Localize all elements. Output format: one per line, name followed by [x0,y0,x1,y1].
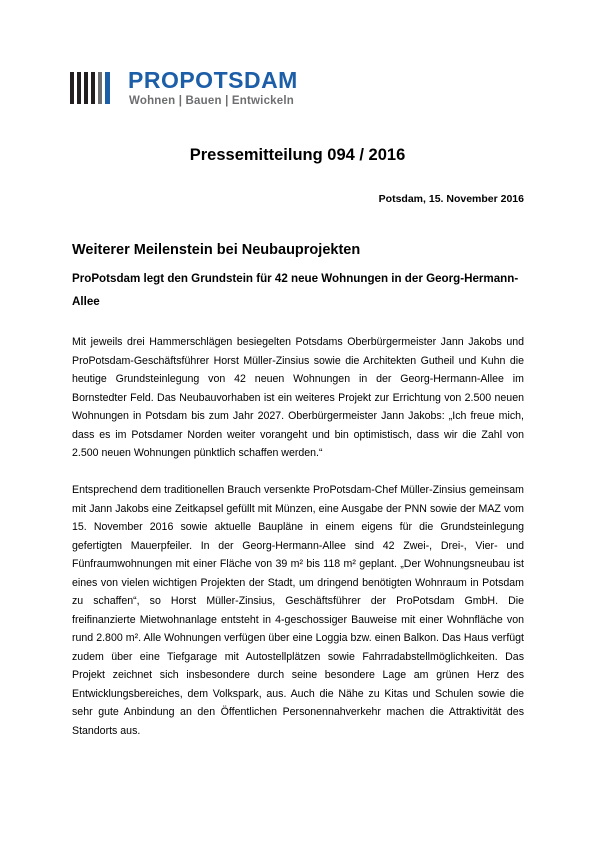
logo-bars-icon [70,68,118,108]
logo-tagline: Wohnen | Bauen | Entwickeln [129,95,294,107]
logo-name-potsdam: POTSDAM [179,67,298,93]
propotsdam-logo [70,67,298,112]
press-release-title: Pressemitteilung 094 / 2016 [189,146,406,164]
body-paragraph-1: Mit jeweils drei Hammerschlägen besiegelten Potsdams Oberbürgermeister Jann Jakobs und ProPotsdam-Geschäftsführer Horst Müller-Zinsius sowie die Architekten Gutheil und Kuhn die heutige Grundsteinlegung von 42 neuen Wohnungen in der Georg-Hermann-Allee im Bornstedter Feld. Das Neubauvorhaben ist ein weiteres Projekt zur Errichtung von 2.500 neuen Wohnungen in Potsdam bis zum Jahr 2027. Oberbürgermeister Jann Jakobs: „Ich freue mich, dass es im Potsdamer Norden weiter vorangeht und bin optimistisch, dass wir die Zahl von 2.500 neuen Wohnungen pünktlich schaffen werden.“ [72,336,524,459]
subheadline: ProPotsdam legt den Grundstein für 42 neue Wohnungen in der Georg-Hermann-Allee [72,272,519,308]
body-paragraph-2: Entsprechend dem traditionellen Brauch versenkte ProPotsdam-Chef Müller-Zinsius gemeinsam mit Jann Jakobs eine Zeitkapsel gefüllt mit Münzen, eine Ausgabe der PNN sowie der MAZ vom 15. November 2016 sowie aktuelle Baupläne in einem eigens für die Grundsteinlegung gefertigten Mauerpfeiler. In der Georg-Hermann-Allee sind 42 Zwei-, Drei-, Vier- und Fünfraumwohnungen mit einer Fläche von 39 m² bis 118 m² geplant. „Der Wohnungsneubau ist eines von vielen wichtigen Projekten der Stadt, um dringend benötigten Wohnraum in Potsdam zu schaffen“, so Horst Müller-Zinsius, Geschäftsführer der ProPotsdam GmbH. Die freifinanzierte Mietwohnanlage entsteht in 4-geschossiger Bauweise mit einer Wohnfläche von rund 2.800 m². Alle Wohnungen verfügen über eine Loggia bzw. einen Balkon. Das Haus verfügt zudem über eine Tiefgarage mit Autostellplätzen sowie Fahrradabstellmöglichkeiten. Das Projekt zeichnet sich insbesondere durch seine besondere Lage am grünen Herz des Entwicklungsbereiches, dem Volkspark, aus. Auch die Nähe zu Kitas und Schulen sowie die sehr gute Anbindung an den Öffentlichen Personennahverkehr machen die Attraktivität des Standorts aus. [72,484,524,737]
headline: Weiterer Meilenstein bei Neubauprojekten [72,242,361,258]
logo-name-pro: PRO [128,67,180,93]
logo-wordmark [128,66,298,94]
release-date: Potsdam, 15. November 2016 [378,193,524,205]
